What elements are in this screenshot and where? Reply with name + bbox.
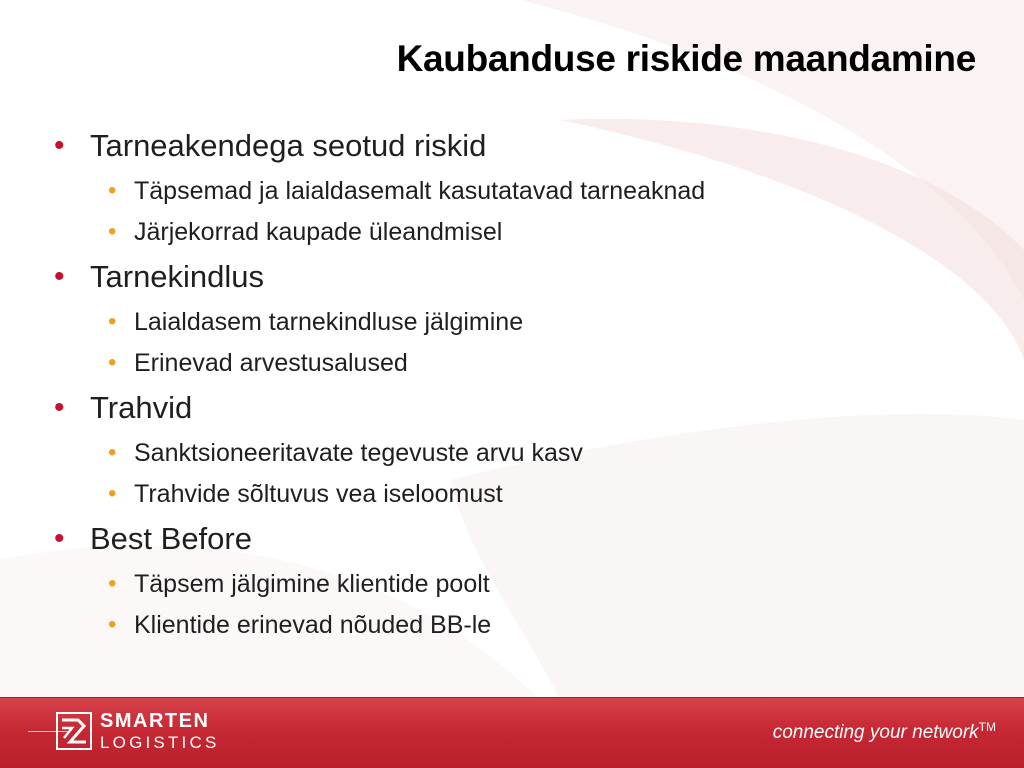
tagline-text: connecting your network bbox=[772, 722, 979, 743]
sub-bullet-dot: • bbox=[108, 611, 117, 638]
sub-bullet-dot: • bbox=[108, 439, 117, 466]
logo-text-logistics: LOGISTICS bbox=[100, 733, 220, 752]
sub-bullet-item bbox=[108, 610, 492, 640]
slide-title: Kaubanduse riskide maandamine bbox=[396, 38, 976, 79]
sub-bullet-text: Erinevad arvestusalused bbox=[134, 349, 408, 377]
sub-bullet-item bbox=[108, 348, 408, 378]
sub-bullet-text: Täpsemad ja laialdasemalt kasutatavad tarneaknad bbox=[134, 177, 706, 205]
sub-bullet-dot: • bbox=[108, 480, 117, 507]
sub-bullet-dot: • bbox=[108, 570, 117, 597]
sub-bullet-dot: • bbox=[108, 218, 117, 245]
bullet-item-2 bbox=[54, 259, 265, 295]
sub-bullet-dot: • bbox=[108, 177, 117, 204]
footer-tagline bbox=[773, 722, 996, 744]
trademark-symbol: TM bbox=[978, 720, 996, 734]
bullet-dot: • bbox=[54, 391, 65, 424]
bullet-dot: • bbox=[54, 522, 65, 555]
bullet-dot: • bbox=[54, 129, 65, 162]
bullet-text: Tarneakendega seotud riskid bbox=[90, 128, 487, 163]
sub-bullet-item bbox=[108, 569, 490, 599]
footer-band bbox=[0, 697, 1024, 768]
sub-bullet-item bbox=[108, 438, 583, 468]
sub-bullet-text: Klientide erinevad nõuded BB-le bbox=[134, 611, 492, 639]
sub-bullet-dot: • bbox=[108, 349, 117, 376]
bullet-dot: • bbox=[54, 260, 65, 293]
sub-bullet-dot: • bbox=[108, 308, 117, 335]
sub-bullet-text: Laialdasem tarnekindluse jälgimine bbox=[134, 308, 524, 336]
sub-bullet-text: Täpsem jälgimine klientide poolt bbox=[134, 570, 490, 598]
sub-bullet-item bbox=[108, 217, 503, 247]
bullet-text: Best Before bbox=[90, 521, 252, 556]
bullet-item-4 bbox=[54, 521, 252, 557]
smarten-logo-icon bbox=[56, 712, 92, 750]
sub-bullet-item bbox=[108, 307, 524, 337]
sub-bullet-item bbox=[108, 176, 706, 206]
sub-bullet-text: Trahvide sõltuvus vea iseloomust bbox=[134, 480, 503, 508]
sub-bullet-text: Järjekorrad kaupade üleandmisel bbox=[134, 218, 503, 246]
sub-bullet-text: Sanktsioneeritavate tegevuste arvu kasv bbox=[134, 439, 583, 467]
bullet-text: Tarnekindlus bbox=[90, 259, 265, 294]
bullet-item-1 bbox=[54, 128, 487, 164]
logo-text-smarten: SMARTEN bbox=[100, 710, 210, 732]
bullet-text: Trahvid bbox=[90, 390, 193, 425]
bullet-item-3 bbox=[54, 390, 193, 426]
sub-bullet-item bbox=[108, 479, 503, 509]
